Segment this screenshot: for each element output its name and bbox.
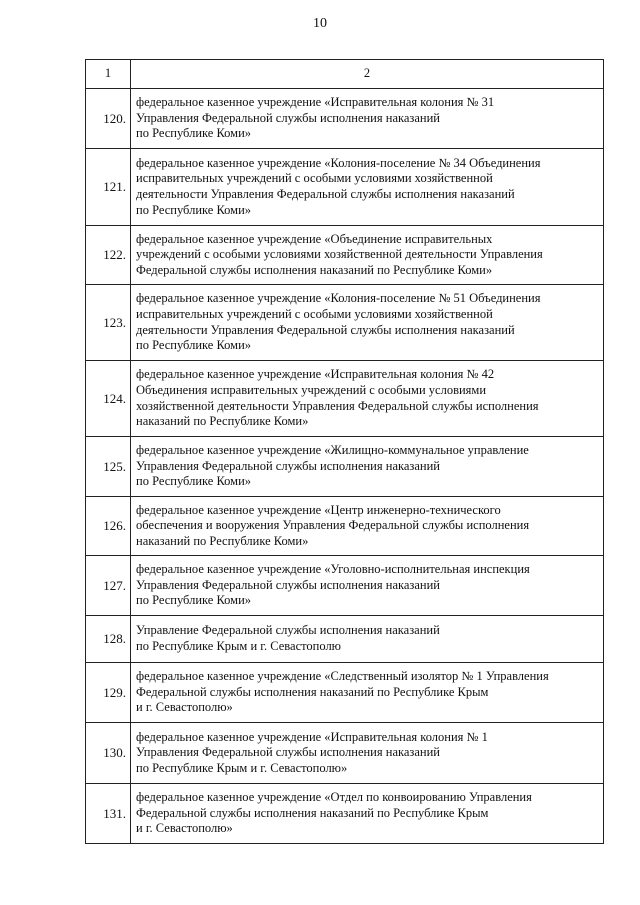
institution-name: федеральное казенное учреждение «Исправительная колония № 31 Управления Федеральной службы исполнения наказаний по Республике Коми» xyxy=(131,89,604,149)
row-number: 126. xyxy=(86,497,131,556)
institution-name: федеральное казенное учреждение «Объединение исправительных учреждений с особыми условиями хозяйственной деятельности Управления Федеральной службы исполнения наказаний по Республике Коми» xyxy=(131,226,604,285)
row-number: 122. xyxy=(86,226,131,285)
institution-name: федеральное казенное учреждение «Отдел по конвоированию Управления Федеральной службы исполнения наказаний по Республике Крым и г. Севастополю» xyxy=(131,784,604,844)
institution-name: федеральное казенное учреждение «Жилищно-коммунальное управление Управления Федеральной службы исполнения наказаний по Республике Коми» xyxy=(131,437,604,497)
institution-name: федеральное казенное учреждение «Исправительная колония № 1 Управления Федеральной службы исполнения наказаний по Республике Крым и г. Севастополю» xyxy=(131,723,604,784)
table-row xyxy=(86,616,604,663)
institution-name: федеральное казенное учреждение «Колония-поселение № 34 Объединения исправительных учреждений с особыми условиями хозяйственной деятельности Управления Федеральной службы исполнения наказаний по Республике Коми» xyxy=(131,149,604,226)
institution-name: Управление Федеральной службы исполнения наказаний по Республике Крым и г. Севастополю xyxy=(131,616,604,663)
row-number: 121. xyxy=(86,149,131,226)
table-row xyxy=(86,361,604,437)
table-row xyxy=(86,89,604,149)
institution-name: федеральное казенное учреждение «Исправительная колония № 42 Объединения исправительных учреждений с особыми условиями хозяйственной деятельности Управления Федеральной службы исполнения наказаний по Республике Коми» xyxy=(131,361,604,437)
institution-name: федеральное казенное учреждение «Уголовно-исполнительная инспекция Управления Федеральной службы исполнения наказаний по Республике Коми» xyxy=(131,556,604,616)
row-number: 130. xyxy=(86,723,131,784)
table-row xyxy=(86,437,604,497)
column-header-name: 2 xyxy=(131,60,604,89)
row-number: 128. xyxy=(86,616,131,663)
table-row xyxy=(86,723,604,784)
table-row xyxy=(86,226,604,285)
row-number: 124. xyxy=(86,361,131,437)
row-number: 127. xyxy=(86,556,131,616)
table-row xyxy=(86,149,604,226)
page-number: 10 xyxy=(313,16,327,31)
table-row xyxy=(86,497,604,556)
table-row xyxy=(86,556,604,616)
row-number: 123. xyxy=(86,285,131,361)
table-row xyxy=(86,663,604,723)
institutions-table xyxy=(85,59,604,844)
table-header-row xyxy=(86,60,604,89)
row-number: 120. xyxy=(86,89,131,149)
table-row xyxy=(86,784,604,844)
column-header-number: 1 xyxy=(86,60,131,89)
table-row xyxy=(86,285,604,361)
institution-name: федеральное казенное учреждение «Колония-поселение № 51 Объединения исправительных учреждений с особыми условиями хозяйственной деятельности Управления Федеральной службы исполнения наказаний по Республике Коми» xyxy=(131,285,604,361)
institution-name: федеральное казенное учреждение «Центр инженерно-технического обеспечения и вооружения Управления Федеральной службы исполнения наказаний по Республике Коми» xyxy=(131,497,604,556)
row-number: 129. xyxy=(86,663,131,723)
institution-name: федеральное казенное учреждение «Следственный изолятор № 1 Управления Федеральной службы исполнения наказаний по Республике Крым и г. Севастополю» xyxy=(131,663,604,723)
row-number: 125. xyxy=(86,437,131,497)
row-number: 131. xyxy=(86,784,131,844)
